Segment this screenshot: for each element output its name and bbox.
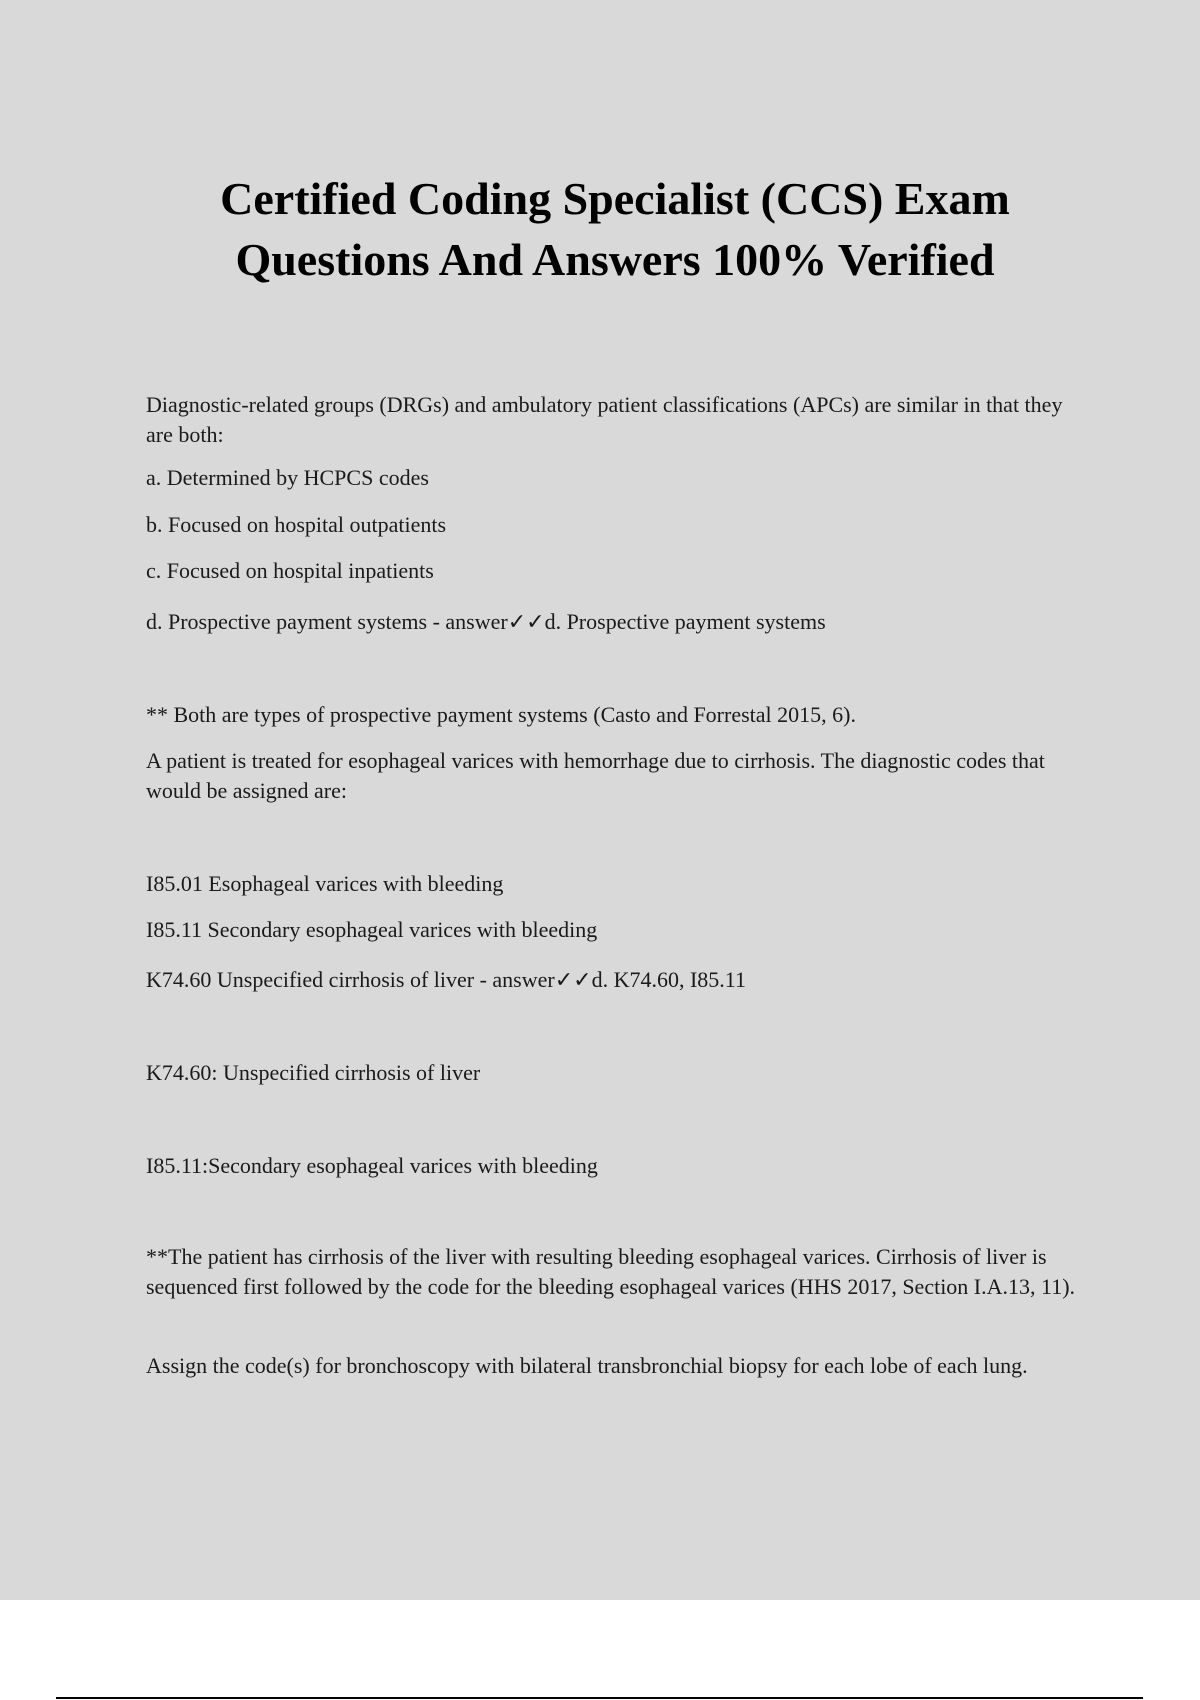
document-title [0,168,1200,290]
question-2-code-1: K74.60: Unspecified cirrhosis of liver [146,1060,481,1085]
title-line-2: Questions And Answers 100% Verified [235,234,995,285]
question-2-code-2: I85.11:Secondary esophageal varices with bleeding [146,1153,598,1178]
question-3-stem: Assign the code(s) for bronchoscopy with bilateral transbronchial biopsy for each lobe of each lung. [146,1353,1028,1378]
question-2-option-2: I85.11 Secondary esophageal varices with bleeding [146,917,598,942]
question-2-rationale: **The patient has cirrhosis of the liver with resulting bleeding esophageal varices. Cirrhosis of liver is sequenced first followed by the code for the bleeding esophageal varices (HHS 2017, Section I.A.13, 11). [146,1244,1076,1299]
question-2-option-3-answer: K74.60 Unspecified cirrhosis of liver - answer✓✓d. K74.60, I85.11 [146,967,746,992]
question-1-stem: Diagnostic-related groups (DRGs) and ambulatory patient classifications (APCs) are similar in that they are both: [146,392,1063,447]
footer-divider [56,1697,1143,1699]
title-line-1: Certified Coding Specialist (CCS) Exam [220,173,1010,224]
question-1-rationale: ** Both are types of prospective payment systems (Casto and Forrestal 2015, 6). [146,702,856,727]
question-1-option-b: b. Focused on hospital outpatients [146,512,447,537]
question-2-stem: A patient is treated for esophageal varices with hemorrhage due to cirrhosis. The diagnostic codes that would be assigned are: [146,748,1045,803]
question-1-option-c: c. Focused on hospital inpatients [146,558,434,583]
question-1-option-a: a. Determined by HCPCS codes [146,465,429,490]
question-1-option-d-answer: d. Prospective payment systems - answer✓✓d. Prospective payment systems [146,609,826,634]
question-2-option-1: I85.01 Esophageal varices with bleeding [146,871,504,896]
